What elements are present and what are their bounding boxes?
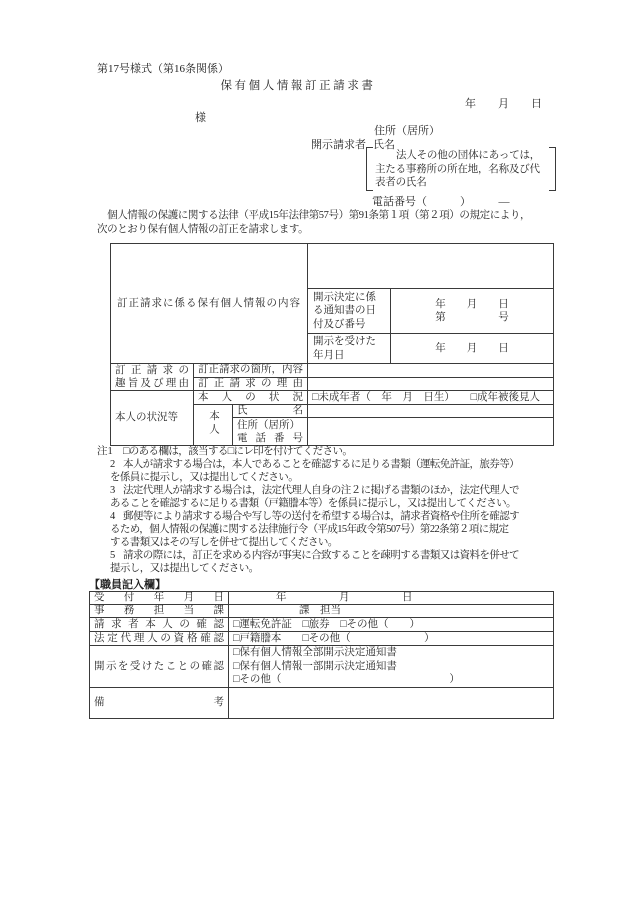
disclosure-check-label-cell: 開示を受けたことの確認 — [90, 646, 229, 688]
note-text: □のある欄は，該当する□にレ印を付けてください。 — [123, 446, 353, 457]
location-entry-cell — [308, 364, 554, 378]
notice-date-value-cell — [391, 289, 554, 334]
note-text: 法定代理人が請求する場合は，法定代理人自身の注２に掲げる書類のほか，法定代理人で — [123, 485, 519, 496]
requester-role-label: 開示請求者 — [311, 139, 366, 151]
purpose-label-cell — [111, 364, 194, 391]
note-label: 注1 — [97, 446, 113, 457]
name-entry-cell — [308, 405, 554, 418]
corporate-note-text — [375, 149, 540, 190]
note-item — [97, 458, 567, 471]
status-label-cell: 本人の状況 — [194, 391, 308, 405]
staff-entry-table — [89, 591, 554, 719]
division-row — [90, 605, 554, 618]
receipt-date-row — [90, 592, 554, 605]
addressee-label: 様 — [195, 112, 206, 124]
note-item — [97, 484, 567, 497]
document-title: 保有個人情報訂正請求書 — [220, 80, 376, 92]
content-label-cell: 訂正請求に係る保有個人情報の内容 — [111, 244, 308, 364]
remarks-value-cell — [229, 688, 554, 719]
note-text: 郵便等により請求する場合や写し等の送付を希望する場合は，請求者資格や住所を確認す — [123, 511, 519, 522]
table-row — [111, 364, 554, 378]
notice-date-label-cell: 開示決定に係る通知書の日付及び番号 — [308, 289, 391, 334]
notes-section — [97, 445, 567, 575]
note-item — [97, 549, 567, 562]
receipt-date-value-cell: 年 月 日 — [229, 592, 554, 605]
agent-check-label-cell: 法定代理人の資格確認 — [90, 632, 229, 646]
receipt-date-label-cell: 受付年月日 — [90, 592, 229, 605]
principal-sub-cell — [194, 405, 233, 446]
agent-check-row — [90, 632, 554, 646]
status-value-cell: □未成年者（ 年 月 日生） □成年被後見人 — [308, 391, 554, 405]
correction-request-table — [110, 243, 554, 446]
corporate-note-bracket — [366, 147, 556, 191]
phone-number-label: 電話番号（ ） ― — [372, 196, 510, 208]
remarks-row — [90, 688, 554, 719]
table-row — [111, 391, 554, 405]
note-text: るため，個人情報の保護に関する法律施行令（平成15年政令第507号）第22条第２項に規定 — [110, 524, 509, 535]
address-label-line: 住所（居所） — [237, 419, 300, 431]
disclosure-check-option: □その他（ ） — [233, 674, 460, 686]
requester-name-label: 氏名 — [373, 139, 395, 151]
corporate-note-line: 主たる事務所の所在地，名称及び代 — [375, 163, 540, 175]
disclosure-check-value-cell — [229, 646, 554, 688]
division-value-cell: 課 担当 — [229, 605, 554, 618]
form-number-label: 第17号様式（第16条関係） — [97, 63, 229, 75]
agent-check-value-cell: □戸籍謄本 □その他（ ） — [229, 632, 554, 646]
content-entry-cell — [308, 244, 554, 289]
note-label: 4 — [110, 511, 116, 522]
name-label-cell: 氏名 — [233, 405, 308, 418]
principal-label-cell: 本人の状況等 — [111, 391, 194, 446]
staff-section-heading: 【職員記入欄】 — [89, 579, 166, 591]
address-phone-entry-cell — [308, 418, 554, 446]
purpose-label-line: 訂正請求の — [115, 365, 189, 376]
disclosure-check-option: □保有個人情報一部開示決定通知書 — [233, 660, 397, 672]
intro-paragraph — [97, 209, 567, 236]
note-text: 提示し，又は提出してください。 — [110, 563, 259, 574]
remarks-label-cell: 備考 — [90, 688, 229, 719]
note-label: 2 — [110, 459, 116, 470]
table-row — [111, 244, 554, 289]
reason-entry-cell — [308, 377, 554, 391]
identity-check-label-cell: 請求者本人の確認 — [90, 618, 229, 632]
date-line: 年 月 日 — [465, 98, 542, 110]
note-label: 3 — [110, 485, 116, 496]
disclosure-date-value-cell: 年 月 日 — [391, 334, 554, 364]
note-text: あることを確認するに足りる書類（戸籍謄本等）を係員に提示し，又は提出してください。 — [110, 498, 516, 509]
intro-line: 個人情報の保護に関する法律（平成15年法律第57号）第91条第１項（第２項）の規定により， — [97, 210, 531, 221]
phone-label-line: 電話番号 — [237, 432, 304, 444]
disclosure-check-option: □保有個人情報全部開示決定通知書 — [233, 647, 397, 659]
notice-number-value-line: 第 号 — [435, 312, 509, 323]
requester-address-label: 住所（居所） — [374, 125, 440, 137]
corporate-note-line: 法人その他の団体にあっては， — [396, 150, 541, 161]
note-item — [97, 445, 567, 458]
reason-label-cell: 訂正請求の理由 — [194, 377, 308, 391]
location-label-cell: 訂正請求の箇所，内容 — [194, 364, 308, 378]
identity-check-value-cell: □運転免許証 □旅券 □その他（ ） — [229, 618, 554, 632]
intro-line: 次のとおり保有個人情報の訂正を請求します。 — [97, 223, 309, 235]
note-label: 5 — [110, 550, 116, 561]
notice-date-value-line: 年 月 日 — [435, 299, 509, 310]
disclosure-check-row — [90, 646, 554, 688]
address-phone-label-cell — [233, 418, 308, 446]
note-item — [97, 510, 567, 523]
disclosure-date-label-cell: 開示を受けた年月日 — [308, 334, 391, 364]
principal-sub-label: 本人 — [208, 409, 219, 437]
corporate-note-line: 表者の氏名 — [375, 177, 427, 188]
note-text: 請求の際には，訂正を求める内容が事実に合致することを疎明する書類又は資料を併せて — [123, 550, 519, 561]
note-text: を係員に提示し，又は提出してください。 — [110, 472, 299, 483]
note-text: 本人が請求する場合は，本人であることを確認するに足りる書類（運転免許証，旅券等） — [123, 459, 519, 470]
identity-check-row — [90, 618, 554, 632]
division-label-cell: 事務担当課 — [90, 605, 229, 618]
purpose-label-line: 趣旨及び理由 — [115, 378, 189, 389]
note-text: する書類又はその写しを併せて提出してください。 — [110, 537, 338, 548]
